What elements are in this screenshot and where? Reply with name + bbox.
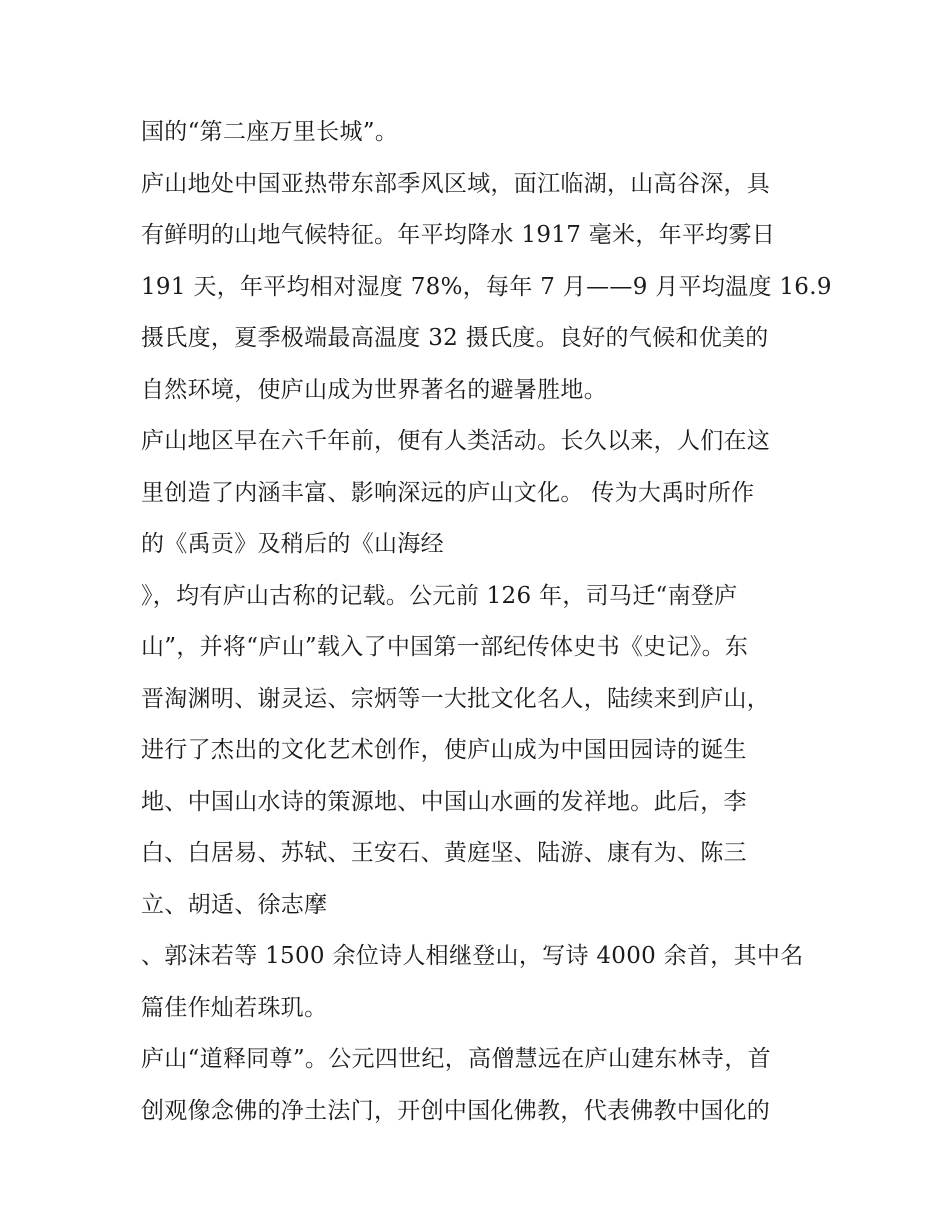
text-line: 地、中国山水诗的策源地、中国山水画的发祥地。此后，李: [141, 788, 747, 815]
text-line: 立、胡适、徐志摩: [141, 891, 328, 918]
text-line: 的《禹贡》及稍后的《山海经: [141, 531, 444, 557]
text-line: 白、白居易、苏轼、王安石、黄庭坚、陆游、康有为、陈三: [141, 840, 747, 866]
text-line: 国的“第二座万里长城”。: [141, 119, 399, 145]
text-line: 有鲜明的山地气候特征。年平均降水 1917 毫米，年平均雾日: [141, 222, 776, 248]
text-line: 里创造了内涵丰富、影响深远的庐山文化。 传为大禹时所作: [141, 479, 755, 506]
text-line: 庐山“道释同尊”。公元四世纪，高僧慧远在庐山建东林寺，首: [141, 1046, 771, 1072]
body-text: [141, 107, 832, 1137]
text-line: 摄氏度，夏季极端最高温度 32 摄氏度。良好的气候和优美的: [141, 325, 769, 351]
text-line: 自然环境，使庐山成为世界著名的避暑胜地。: [141, 376, 607, 403]
text-line: 庐山地区早在六千年前，便有人类活动。长久以来，人们在这: [141, 428, 771, 454]
text-line: 篇佳作灿若珠玑。: [141, 994, 328, 1021]
text-line: 》，均有庐山古称的记载。公元前 126 年，司马迁“南登庐: [141, 582, 738, 609]
text-line: 、郭沫若等 1500 余位诗人相继登山，写诗 4000 余首，其中名: [141, 943, 804, 969]
text-line: 进行了杰出的文化艺术创作，使庐山成为中国田园诗的诞生: [141, 737, 747, 763]
text-line: 庐山地处中国亚热带东部季风区域，面江临湖，山高谷深，具: [141, 170, 771, 197]
text-line: 山”，并将“庐山”载入了中国第一部纪传体史书《史记》。东: [141, 634, 749, 660]
text-line: 创观像念佛的净土法门，开创中国化佛教，代表佛教中国化的: [141, 1097, 771, 1124]
text-line: 191 天，年平均相对湿度 78%，每年 7 月——9 月平均温度 16.9: [141, 273, 832, 300]
text-line: 晋淘渊明、谢灵运、宗炳等一大批文化名人，陆续来到庐山，: [141, 685, 771, 712]
